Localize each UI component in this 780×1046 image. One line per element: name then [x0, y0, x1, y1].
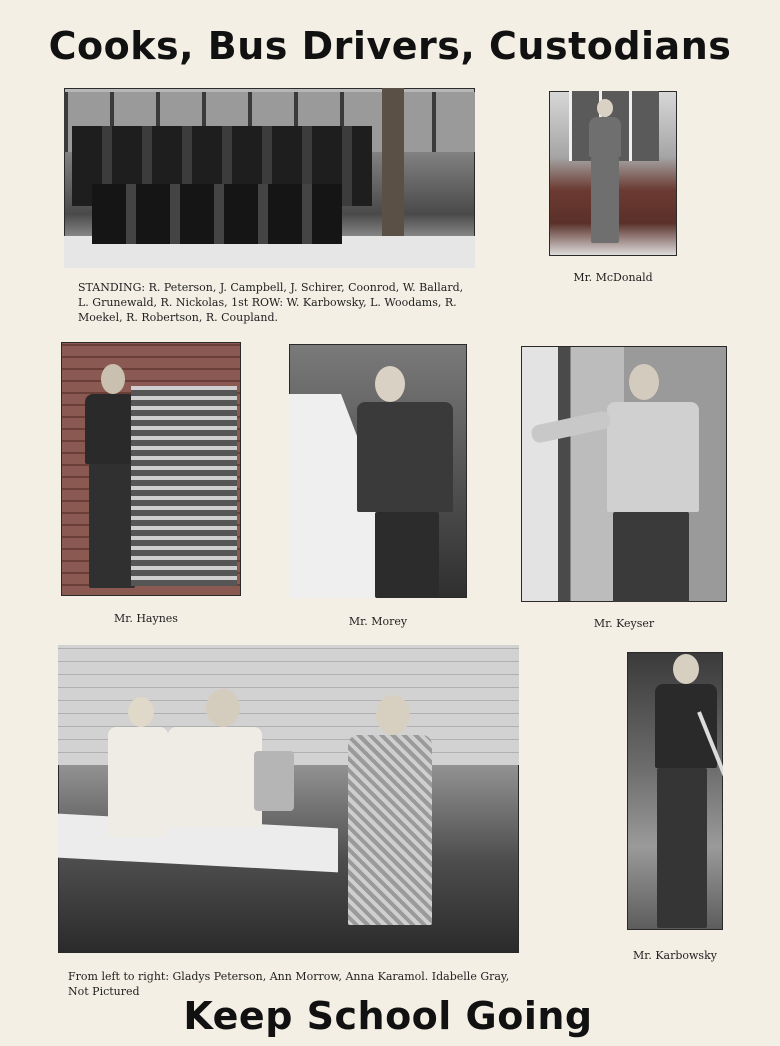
seated-row: [92, 184, 342, 244]
keyser-caption: Mr. Keyser: [593, 617, 655, 630]
morey-photo: [289, 344, 467, 598]
karbowsky-photo: [627, 652, 723, 930]
morey-caption: Mr. Morey: [348, 615, 408, 628]
page-footer-title: Keep School Going: [183, 994, 593, 1038]
keyser-photo: [521, 346, 727, 602]
haynes-photo: [61, 342, 241, 596]
kitchen-photo: [58, 645, 519, 953]
karbowsky-caption: Mr. Karbowsky: [633, 949, 717, 962]
pot-image: [254, 751, 294, 811]
kitchen-caption: From left to right: Gladys Peterson, Ann Morrow, Anna Karamol. Idabelle Gray, Not Pictured: [68, 970, 510, 998]
mcdonald-photo: [549, 91, 677, 256]
group-photo: [64, 88, 475, 268]
arm-image: [530, 410, 612, 444]
group-photo-caption: STANDING: R. Peterson, J. Campbell, J. Schirer, Coonrod, W. Ballard, L. Grunewald, R. Nickolas, 1st ROW: W. Karbowsky, L. Woodams, R. Moekel, R. Robertson, R. Coupland.: [78, 281, 464, 324]
page-title: Cooks, Bus Drivers, Custodians: [48, 24, 732, 68]
mcdonald-caption: Mr. McDonald: [573, 271, 653, 284]
haynes-caption: Mr. Haynes: [114, 612, 178, 625]
stacked-chairs-image: [131, 386, 237, 586]
